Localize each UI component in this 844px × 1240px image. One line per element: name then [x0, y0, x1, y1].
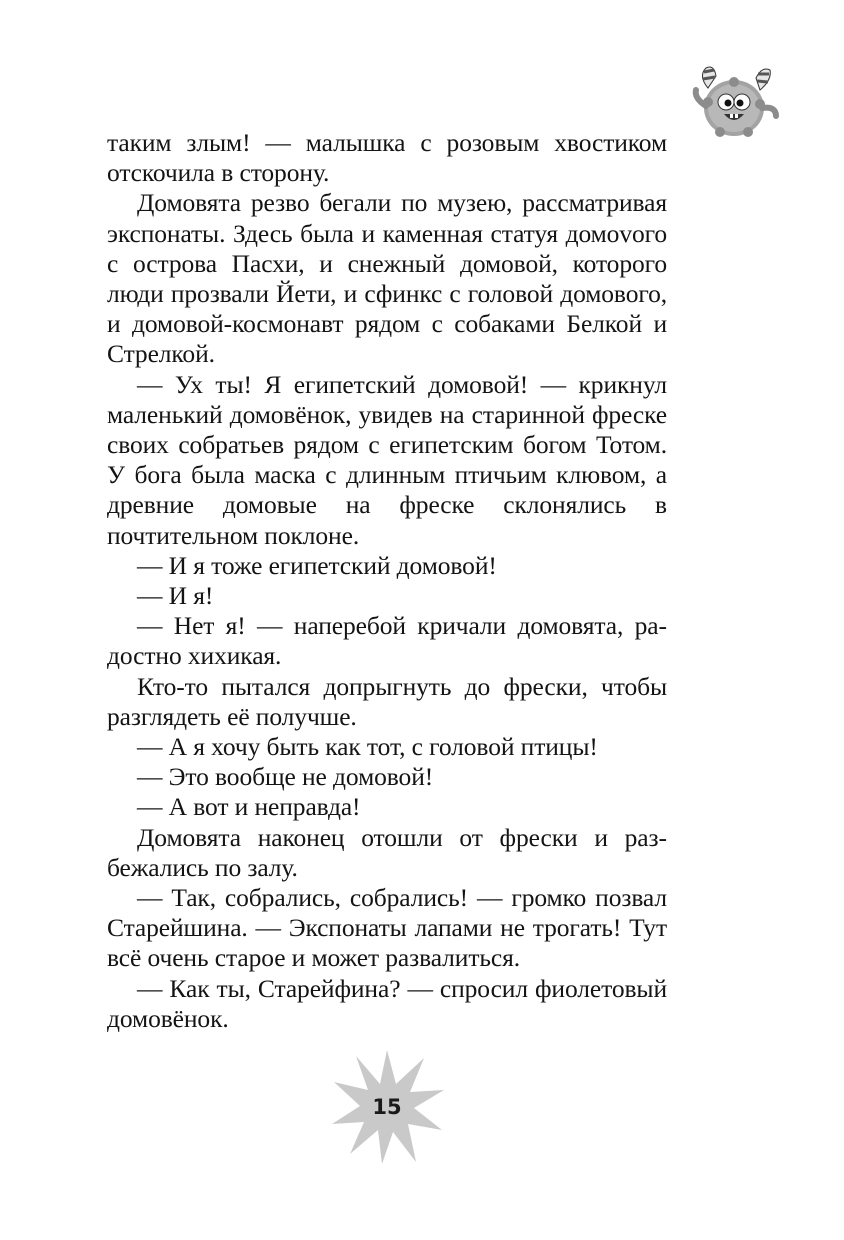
paragraph: — Это вообще не домовой! [137, 762, 434, 792]
page-body-text [107, 128, 667, 1034]
page-number-badge [330, 1050, 450, 1170]
paragraph: — А вот и неправда! [137, 792, 361, 822]
paragraph: Домовята наконец отошли от фрески и разбежались по залу. [107, 822, 667, 882]
paragraph: — Ух ты! Я египетский домовой! — крикнул маленький домовёнок, увидев на старинной фреске своих собратьев рядом с египетским богом Тотом. У бога была маска с длинным птичьим клювом, а древние домовые на фреске склонялись в почтительном поклоне. [107, 369, 667, 550]
paragraph: — Так, собрались, собрались! — громко позвал Старейшина. — Экспонаты лапами не трогать! Тут всё очень старое и может развалиться. [107, 883, 667, 973]
paragraph: — И я! [137, 581, 214, 611]
paragraph: — Нет я! — наперебой кричали домовята, радостно хихикая. [107, 611, 667, 671]
paragraph: Домовята резво бегали по музею, рассматривая экспонаты. Здесь была и каменная статуя домоvого с острова Пасхи, и снежный домовой, которого люди прозвали Йети, и сфинкс с головой домового, и домовой-космонавт рядом с собаками Белкой и Стрелкой. [107, 188, 667, 369]
paragraph: — И я тоже египетский домовой! [137, 550, 497, 580]
paragraph: Кто-то пытался допрыгнуть до фрески, чтобы разглядеть её получше. [107, 671, 667, 731]
paragraph: таким злым! — малышка с розовым хвостиком отскочила в сторону. [107, 128, 667, 188]
page-number: 15 [372, 1095, 402, 1119]
paragraph: — А я хочу быть как тот, с головой птицы! [137, 732, 598, 762]
fluffy-monster-mascot-icon [690, 62, 780, 142]
paragraph: — Как ты, Старейфина? — спросил фиолетовый домовёнок. [107, 973, 667, 1033]
